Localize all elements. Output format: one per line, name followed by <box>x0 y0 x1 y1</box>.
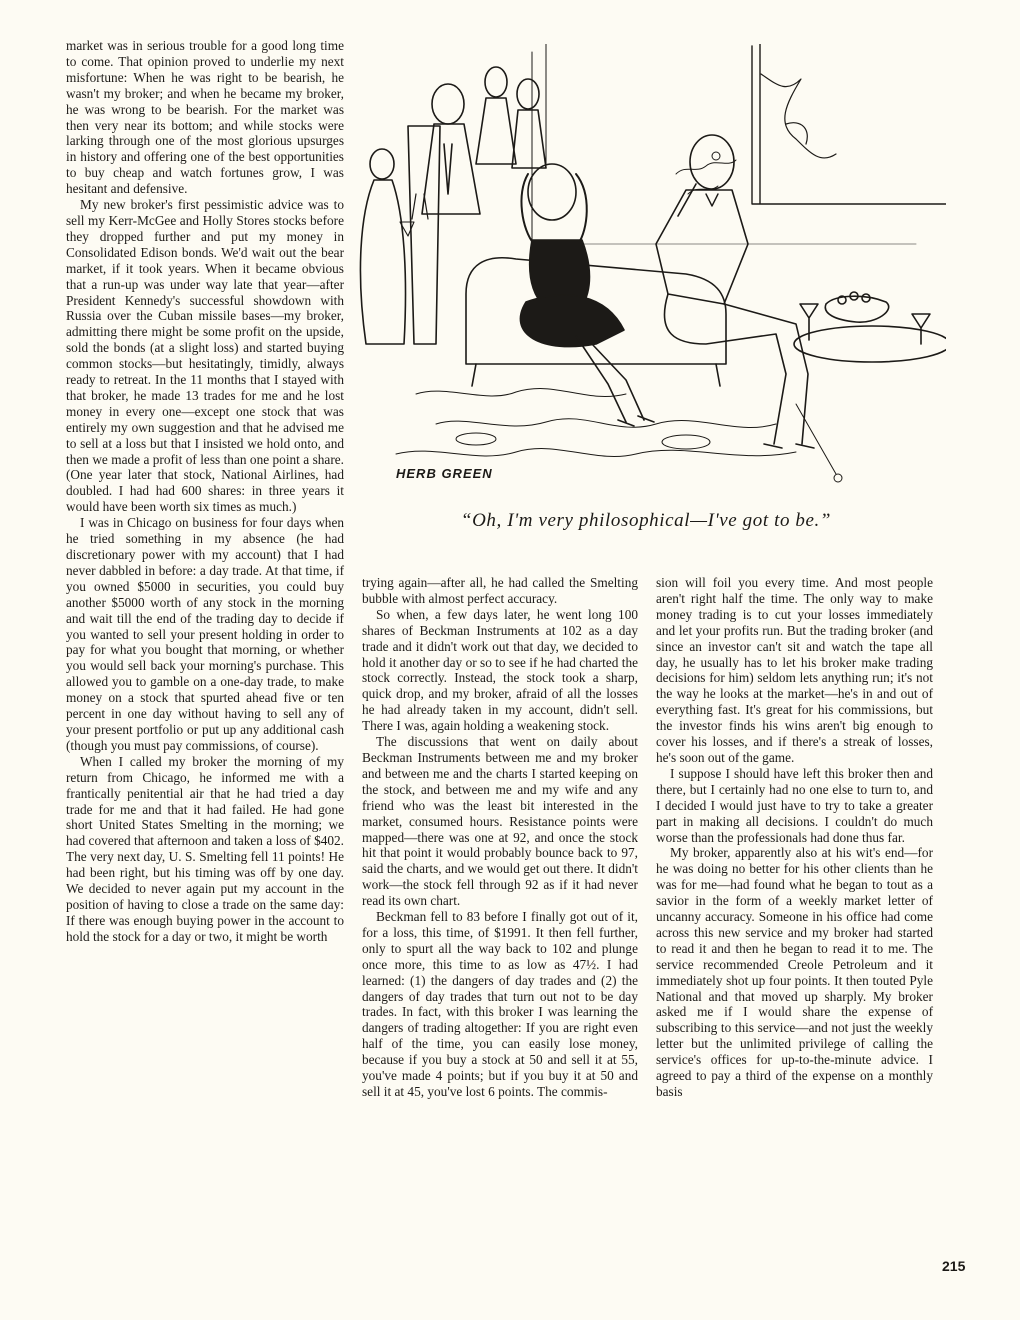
paragraph: I was in Chicago on business for four days when he tried something in my absence (he had discretionary power with my account) that I had never dabbled in before: a day trade. At that time, if you owned $5000 in securities, you could buy another $5000 worth of any stock in the morning and wait till the end of the trading day to decide if you wanted to sell your present holding in order to pay for what you bought that morning, or whether you would sell back your morning's purchase. This allowed you to gamble on a one-day trade, to make money on a stock that spurted ahead five or ten percent in one day without having to sell any of your present portfolio or put up any additional cash (though you must pay commissions, of course). <box>66 515 344 753</box>
background-guests <box>360 67 546 344</box>
paragraph: The discussions that went on daily about Beckman Instruments between me and my broker and between me and the charts I started keeping on the stock, and between me and my wife and any friend who was the least bit interested in the market, consumed hours. Resistance points were mapped—there was one at 92, and once the stock hit that point it would probably bounce back to 97, said the charts, and we would get out there. It didn't work—the stock fell through 92 as if it had never read its own chart. <box>362 734 638 909</box>
paragraph: So when, a few days later, he went long 100 shares of Beckman Instruments at 102 as a day trade and it didn't work out that day, we decided to hold it another day or so to see if he had charted the stock correctly. Instead, the stock took a sharp, quick drop, and my broker, afraid of all the losses he had already taken in my account, didn't sell. There I was, again holding a weakening stock. <box>362 606 638 734</box>
coffee-table <box>794 292 946 362</box>
paragraph: My new broker's first pessimistic advice was to sell my Kerr-McGee and Holly Stores stocks before they dropped further and put my money in Consolidated Edison bonds. We'd wait out the bear market, if it took years. When it became obvious that a run-up was under way late that year—after President Kennedy's successful showdown with Russia over the Cuban missile bases—my broker, admitting there might be some profit on the upside, sold the bonds (at a slight loss) and started buying common stocks—but hesitatingly, timidly, always ready to retreat. In the 11 months that I stayed with that broker, he made 13 trades for me and he lost money in every one—except one stock that was entirely my own suggestion and that he advised me to sell at a loss but that I insisted we hold onto, and then we made a profit of less than one point a share. (One year later that stock, National Airlines, had doubled. I had had 600 shares: in three years it would have been worth six times as much.) <box>66 197 344 515</box>
column-3 <box>656 575 933 1100</box>
paragraph: market was in serious trouble for a good long time to come. That opinion proved to underlie my next misfortune: When he was right to be bearish, he wasn't my broker; and when he became my broker, he was wrong to be bearish. For the market was then very near its bottom; and while stocks were larking through one of the most glorious upsurges in history and offering one of the best opportunities to buy cheap and watch fortunes grow, I was hesitant and defensive. <box>66 38 344 197</box>
paragraph: Beckman fell to 83 before I finally got out of it, for a loss, this time, of $1991. It then fell further, only to spurt all the way back to 102 and plunge once more, this time to as low as 47½. I had learned: (1) the dangers of day trades and (2) the dangers of day trades that turn out not to be day trades. In fact, with this broker I was learning the dangers of trading altogether: If you are right even half of the time, you can easily lose money, because if you buy a stock at 50 and sell it at 55, you've made 4 points; but if you buy it at 50 and sell it at 45, you've lost 6 points. The commis- <box>362 909 638 1099</box>
painting <box>752 44 946 204</box>
paragraph: I suppose I should have left this broker then and there, but I certainly had no one else to turn to, and I decided I would just have to try to take a greater part in making all decisions. I couldn't do much worse than the professionals had done thus far. <box>656 765 933 845</box>
paragraph: My broker, apparently also at his wit's end—for he was doing no better for his other clients than he was for me—had found what he began to tout as a savior in the form of a weekly market letter of uncanny accuracy. Someone in his office had come across this new service and my broker had started to read it and then he began to read it to me. The service recommended Creole Petroleum and it immediately shot up four points. It then touted Pyle National and that moved up sharply. My broker asked me if I would share the expense of subscribing to this service—and not just the weekly letter but the unlimited privilege of calling the service's offices for up-to-the-minute advice. I agreed to pay a third of the expense on a monthly basis <box>656 845 933 1099</box>
cartoon-caption: “Oh, I'm very philosophical—I've got to be.” <box>460 510 832 531</box>
artist-signature: HERB GREEN <box>396 466 493 481</box>
paragraph: trying again—after all, he had called the Smelting bubble with almost perfect accuracy. <box>362 575 638 606</box>
paragraph: sion will foil you every time. And most people aren't right half the time. The only way to make money trading is to cut your losses immediately and let your profits run. But the trading broker (and since an investor can't sit and watch the tape all day, he usually has to let his broker make trading decisions for him) seldom lets anything run; it's not the way he looks at the market—he's in and out of everything fast. It's great for his commissions, but the investor finds his wins aren't big enough to cover his losses, and if there's a streak of losses, he's soon out of the game. <box>656 575 933 765</box>
paragraph: When I called my broker the morning of my return from Chicago, he informed me with a frantically penitential air that he had tried a day trade for me and that it had failed. He had gone short United States Smelting in the morning; we had covered that afternoon and taken a loss of $402. The very next day, U. S. Smelting fell 11 points! He had been right, but his timing was off by one day. We decided to never again put my account in the position of having to close a trade on the same day: If there was enough buying power in the account to hold the stock for a day or two, it might be worth <box>66 753 344 944</box>
man-figure <box>656 135 814 448</box>
woman-figure <box>520 164 654 426</box>
page-number: 215 <box>942 1258 966 1274</box>
column-1 <box>66 38 344 945</box>
column-2 <box>362 575 638 1100</box>
cartoon-illustration <box>356 44 946 502</box>
